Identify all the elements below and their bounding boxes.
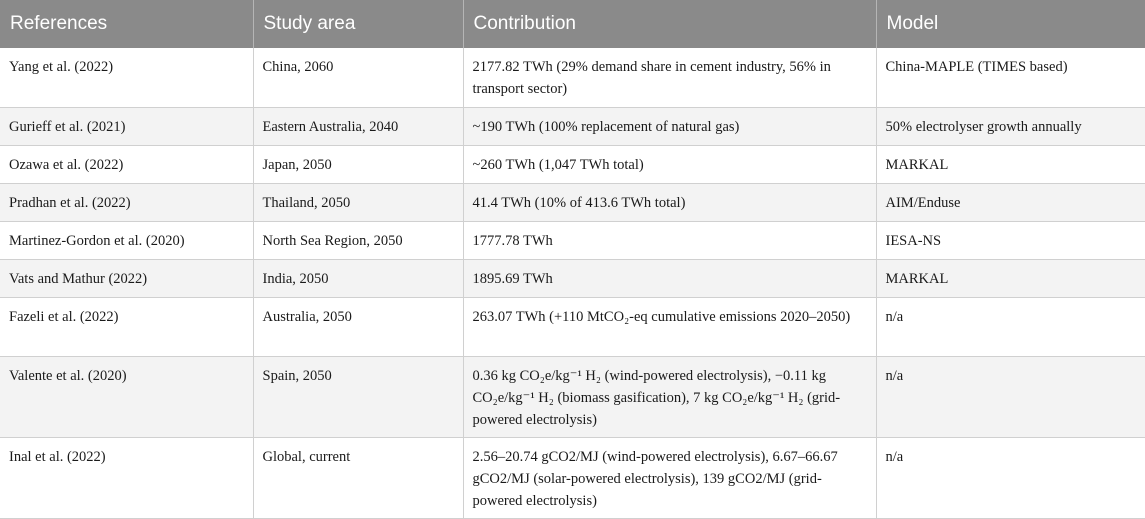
- cell-contribution: ~190 TWh (100% replacement of natural gas): [463, 107, 876, 145]
- cell-reference: Yang et al. (2022): [0, 48, 253, 107]
- cell-model: n/a: [876, 356, 1145, 437]
- cell-study-area: India, 2050: [253, 259, 463, 297]
- cell-contribution: ~260 TWh (1,047 TWh total): [463, 145, 876, 183]
- cell-reference: Fazeli et al. (2022): [0, 297, 253, 356]
- cell-reference: Gurieff et al. (2021): [0, 107, 253, 145]
- cell-contribution: 1777.78 TWh: [463, 221, 876, 259]
- cell-reference: Vats and Mathur (2022): [0, 259, 253, 297]
- cell-contribution: 2177.82 TWh (29% demand share in cement industry, 56% in transport sector): [463, 48, 876, 107]
- cell-model: China-MAPLE (TIMES based): [876, 48, 1145, 107]
- cell-reference: Martinez-Gordon et al. (2020): [0, 221, 253, 259]
- cell-contribution: 263.07 TWh (+110 MtCO₂-eq cumulative emissions 2020–2050): [463, 297, 876, 356]
- cell-study-area: Spain, 2050: [253, 356, 463, 437]
- cell-study-area: Australia, 2050: [253, 297, 463, 356]
- cell-model: AIM/Enduse: [876, 183, 1145, 221]
- table-row: [0, 183, 1145, 221]
- cell-reference: Valente et al. (2020): [0, 356, 253, 437]
- table-row: [0, 221, 1145, 259]
- cell-contribution: 41.4 TWh (10% of 413.6 TWh total): [463, 183, 876, 221]
- cell-contribution: 2.56–20.74 gCO2/MJ (wind-powered electrolysis), 6.67–66.67 gCO2/MJ (solar-powered electrolysis), 139 gCO2/MJ (grid-powered electrolysis): [463, 437, 876, 518]
- cell-contribution: 0.36 kg CO₂e/kg⁻¹ H₂ (wind-powered electrolysis), −0.11 kg CO₂e/kg⁻¹ H₂ (biomass gasification), 7 kg CO₂e/kg⁻¹ H₂ (grid-powered electrolysis): [463, 356, 876, 437]
- cell-reference: Inal et al. (2022): [0, 437, 253, 518]
- cell-model: MARKAL: [876, 259, 1145, 297]
- header-contribution: Contribution: [463, 0, 876, 48]
- cell-model: n/a: [876, 297, 1145, 356]
- cell-study-area: Thailand, 2050: [253, 183, 463, 221]
- table-row: [0, 297, 1145, 356]
- header-study-area: Study area: [253, 0, 463, 48]
- cell-model: 50% electrolyser growth annually: [876, 107, 1145, 145]
- table-row: [0, 356, 1145, 437]
- table-row: [0, 48, 1145, 107]
- cell-model: n/a: [876, 437, 1145, 518]
- cell-study-area: Japan, 2050: [253, 145, 463, 183]
- table-row: [0, 437, 1145, 518]
- cell-model: IESA-NS: [876, 221, 1145, 259]
- header-model: Model: [876, 0, 1145, 48]
- table-row: [0, 107, 1145, 145]
- cell-model: MARKAL: [876, 145, 1145, 183]
- cell-study-area: Global, current: [253, 437, 463, 518]
- cell-study-area: China, 2060: [253, 48, 463, 107]
- header-row: [0, 0, 1145, 48]
- table-row: [0, 259, 1145, 297]
- cell-study-area: Eastern Australia, 2040: [253, 107, 463, 145]
- cell-contribution: 1895.69 TWh: [463, 259, 876, 297]
- table-row: [0, 145, 1145, 183]
- cell-reference: Ozawa et al. (2022): [0, 145, 253, 183]
- cell-study-area: North Sea Region, 2050: [253, 221, 463, 259]
- cell-reference: Pradhan et al. (2022): [0, 183, 253, 221]
- header-references: References: [0, 0, 253, 48]
